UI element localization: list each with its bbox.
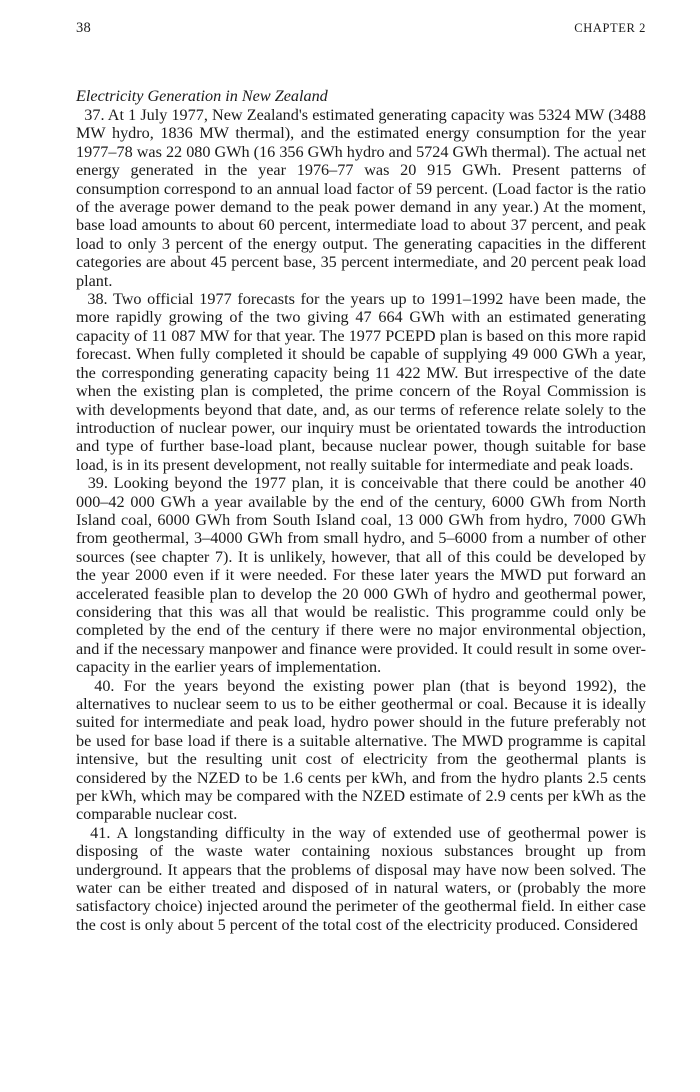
paragraph-text: A longstanding difficulty in the way of extended use of geothermal power is disposing of the waste water containing noxious substances brought up from underground. It appears that the problems of disposal may have now been solved. The water can be either treated and disposed of in natural waters, or (probably the more satisfactory choice) injected around the perimeter of the geothermal field. In either case the cost is only about 5 percent of the total cost of the electricity produced. Considered [76, 823, 647, 934]
paragraph-37 [76, 106, 646, 290]
paragraph-number: 41. [90, 823, 111, 842]
body-text [76, 106, 646, 934]
paragraph-text: For the years beyond the existing power plan (that is beyond 1992), the alternatives to nuclear seem to us to be either geothermal or coal. Because it is ideally suited for intermediate and peak load, hydro power should in the future preferably not be used for base load if there is a suitable alternative. The MWD programme is capital intensive, but the resulting unit cost of electricity from the geothermal plants is considered by the NZED to be 1.6 cents per kWh, and from the hydro plants 2.5 cents per kWh, which may be compared with the NZED estimate of 2.9 cents per kWh as the comparable nuclear cost. [76, 676, 646, 824]
paragraph-38 [76, 290, 646, 474]
paragraph-text: At 1 July 1977, New Zealand's estimated generating capacity was 5324 MW (3488 MW hydro, 1836 MW thermal), and the estimated energy consumption for the year 1977–78 was 22 080 GWh (16 356 GWh hydro and 5724 GWh thermal). The actual net energy generated in the year 1976–77 was 20 915 GWh. Present patterns of consumption correspond to an annual load factor of 59 percent. (Load factor is the ratio of the average power demand to the peak power demand in any year.) At the moment, base load amounts to about 60 percent, intermediate load to about 37 percent, and peak load to only 3 percent of the energy output. The generating capacities in the different categories are about 45 percent base, 35 percent intermediate, and 20 percent peak load plant. [76, 106, 646, 290]
paragraph-number: 39. [87, 474, 108, 493]
paragraph-number: 40. [94, 676, 115, 695]
paragraph-text: Two official 1977 forecasts for the years up to 1991–1992 have been made, the more rapidly growing of the two giving 47 664 GWh with an estimated generating capacity of 11 087 MW for that year. The 1977 PCEPD plan is based on this more rapid forecast. When fully completed it should be capable of supplying 49 000 GWh a year, the corresponding generating capacity being 11 422 MW. But irrespective of the date when the existing plan is completed, the prime concern of the Royal Commission is with developments beyond that date, and, as our terms of reference relate solely to the introduction of nuclear power, our inquiry must be orientated towards the introduction and type of further base-load plant, because nuclear power, though suitable for base load, is in its present development, not really suitable for intermediate and peak loads. [76, 290, 646, 474]
paragraph-number: 37. [84, 106, 105, 124]
paragraph-41 [76, 824, 646, 934]
paragraph-40 [76, 677, 646, 824]
paragraph-text: Looking beyond the 1977 plan, it is conceivable that there could be another 40 000–42 000 GWh a year available by the end of the century, 6000 GWh from North Island coal, 6000 GWh from South Island coal, 13 000 GWh from hydro, 7000 GWh from geothermal, 3–4000 GWh from small hydro, and 5–6000 from a number of other sources (see chapter 7). It is unlikely, however, that all of this could be developed by the year 2000 even if it were needed. For these later years the MWD put forward an accelerated feasible plan to develop the 20 000 GWh of hydro and geothermal power, considering that this was all that would be realistic. This programme could only be completed by the end of the century if there were no major environmental objection, and if the necessary manpower and finance were provided. It could result in some over-capacity in the earlier years of implementation. [76, 474, 646, 677]
page-number: 38 [76, 20, 92, 36]
document-page [76, 20, 646, 934]
paragraph-number: 38. [87, 290, 108, 309]
paragraph-39 [76, 474, 646, 676]
section-heading: Electricity Generation in New Zealand [76, 87, 328, 105]
chapter-label: CHAPTER 2 [574, 21, 646, 35]
running-head [76, 20, 646, 42]
